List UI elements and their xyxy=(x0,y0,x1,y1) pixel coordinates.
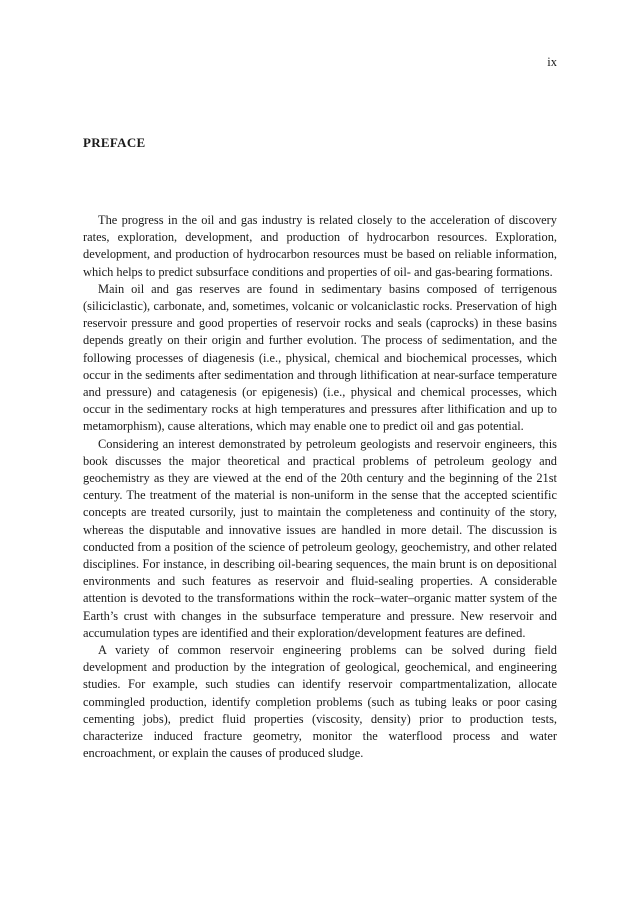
paragraph: Considering an interest demonstrated by petroleum geologists and reservoir engineers, this book discusses the major theoretical and practical problems of petroleum geology and geochemistry as they are viewed at the end of the 20th century and the beginning of the 21st century. The treatment of the material is non-uniform in the sense that the accepted scientific concepts are treated cursorily, just to maintain the completeness and continuity of the story, whereas the disputable and innovative issues are handled in more detail. The discussion is conducted from a position of the science of petroleum geology, geochemistry, and other related disciplines. For instance, in describing oil-bearing sequences, the main brunt is on depositional environments and such features as reservoir and fluid-sealing properties. A considerable attention is devoted to the transformations within the rock–water–organic matter system of the Earth’s crust with changes in the subsurface temperature and pressure. New reservoir and accumulation types are identified and their exploration/development features are defined. xyxy=(83,436,557,640)
page-number: ix xyxy=(547,55,557,69)
chapter-heading: PREFACE xyxy=(83,135,146,150)
paragraph: Main oil and gas reserves are found in sedimentary basins composed of terrigenous (siliciclastic), carbonate, and, sometimes, volcanic or volcaniclastic rocks. Preservation of high reservoir pressure and good properties of reservoir rocks and seals (caprocks) in these basins depends greatly on their origin and further evolution. The process of sedimentation, and the following processes of diagenesis (i.e., physical, chemical and biochemical processes, which occur in the sediments after sedimentation and through lithification at near-surface temperature and pressure) and catagenesis (or epigenesis) (i.e., physical and chemical processes, which occur in the sedimentary rocks at high temperatures and pressures after lithification and up to metamorphism), cause alterations, which may enable one to predict oil and gas potential. xyxy=(83,281,557,434)
paragraph: A variety of common reservoir engineering problems can be solved during field development and production by the integration of geological, geochemical, and engineering studies. For example, such studies can identify reservoir compartmentalization, allocate commingled production, identify completion problems (such as tubing leaks or poor casing cementing jobs), predict fluid properties (viscosity, density) prior to production tests, characterize induced fracture geometry, monitor the waterflood process and water encroachment, or explain the causes of produced sludge. xyxy=(83,643,557,761)
body-text xyxy=(83,212,557,763)
paragraph: The progress in the oil and gas industry is related closely to the acceleration of discovery rates, exploration, development, and production of hydrocarbon resources. Exploration, development, and production of hydrocarbon resources must be based on reliable information, which helps to predict subsurface conditions and properties of oil- and gas-bearing formations. xyxy=(83,213,557,279)
